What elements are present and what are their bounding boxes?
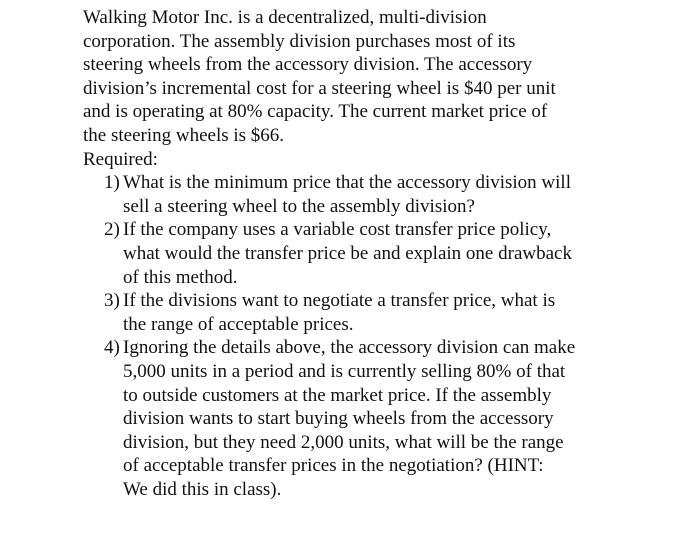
question-line: sell a steering wheel to the assembly division? xyxy=(123,195,475,217)
intro-line: corporation. The assembly division purchases most of its xyxy=(83,30,516,52)
document xyxy=(83,6,643,501)
intro-line: the steering wheels is $66. xyxy=(83,124,285,146)
intro-line: division’s incremental cost for a steering wheel is $40 per unit xyxy=(83,77,556,99)
question-number: 4) xyxy=(104,337,120,359)
question-line: the range of acceptable prices. xyxy=(123,313,354,335)
question-4 xyxy=(83,336,643,501)
intro-line: Walking Motor Inc. is a decentralized, multi-division xyxy=(83,7,487,28)
intro-paragraph xyxy=(83,6,643,148)
question-line: what would the transfer price be and explain one drawback xyxy=(123,242,572,264)
question-line: of acceptable transfer prices in the negotiation? (HINT: xyxy=(123,455,544,477)
question-2 xyxy=(83,218,643,289)
question-line: If the company uses a variable cost transfer price policy, xyxy=(123,219,552,241)
question-number: 3) xyxy=(104,290,120,312)
question-3 xyxy=(83,289,643,336)
question-line: Ignoring the details above, the accessory division can make xyxy=(123,337,576,359)
question-list xyxy=(83,171,643,501)
question-line: division wants to start buying wheels from the accessory xyxy=(123,408,554,430)
question-number: 2) xyxy=(104,219,120,241)
question-line: What is the minimum price that the accessory division will xyxy=(123,172,571,194)
question-1 xyxy=(83,171,643,218)
question-line: 5,000 units in a period and is currently selling 80% of that xyxy=(123,360,566,382)
question-line: to outside customers at the market price. If the assembly xyxy=(123,384,552,406)
intro-line: and is operating at 80% capacity. The current market price of xyxy=(83,101,548,123)
question-line: division, but they need 2,000 units, what will be the range xyxy=(123,431,564,453)
question-number: 1) xyxy=(104,172,120,194)
question-line: We did this in class). xyxy=(123,478,282,500)
question-line: of this method. xyxy=(123,266,238,288)
required-heading: Required: xyxy=(83,148,158,170)
intro-line: steering wheels from the accessory division. The accessory xyxy=(83,54,533,76)
question-line: If the divisions want to negotiate a transfer price, what is xyxy=(123,290,556,312)
